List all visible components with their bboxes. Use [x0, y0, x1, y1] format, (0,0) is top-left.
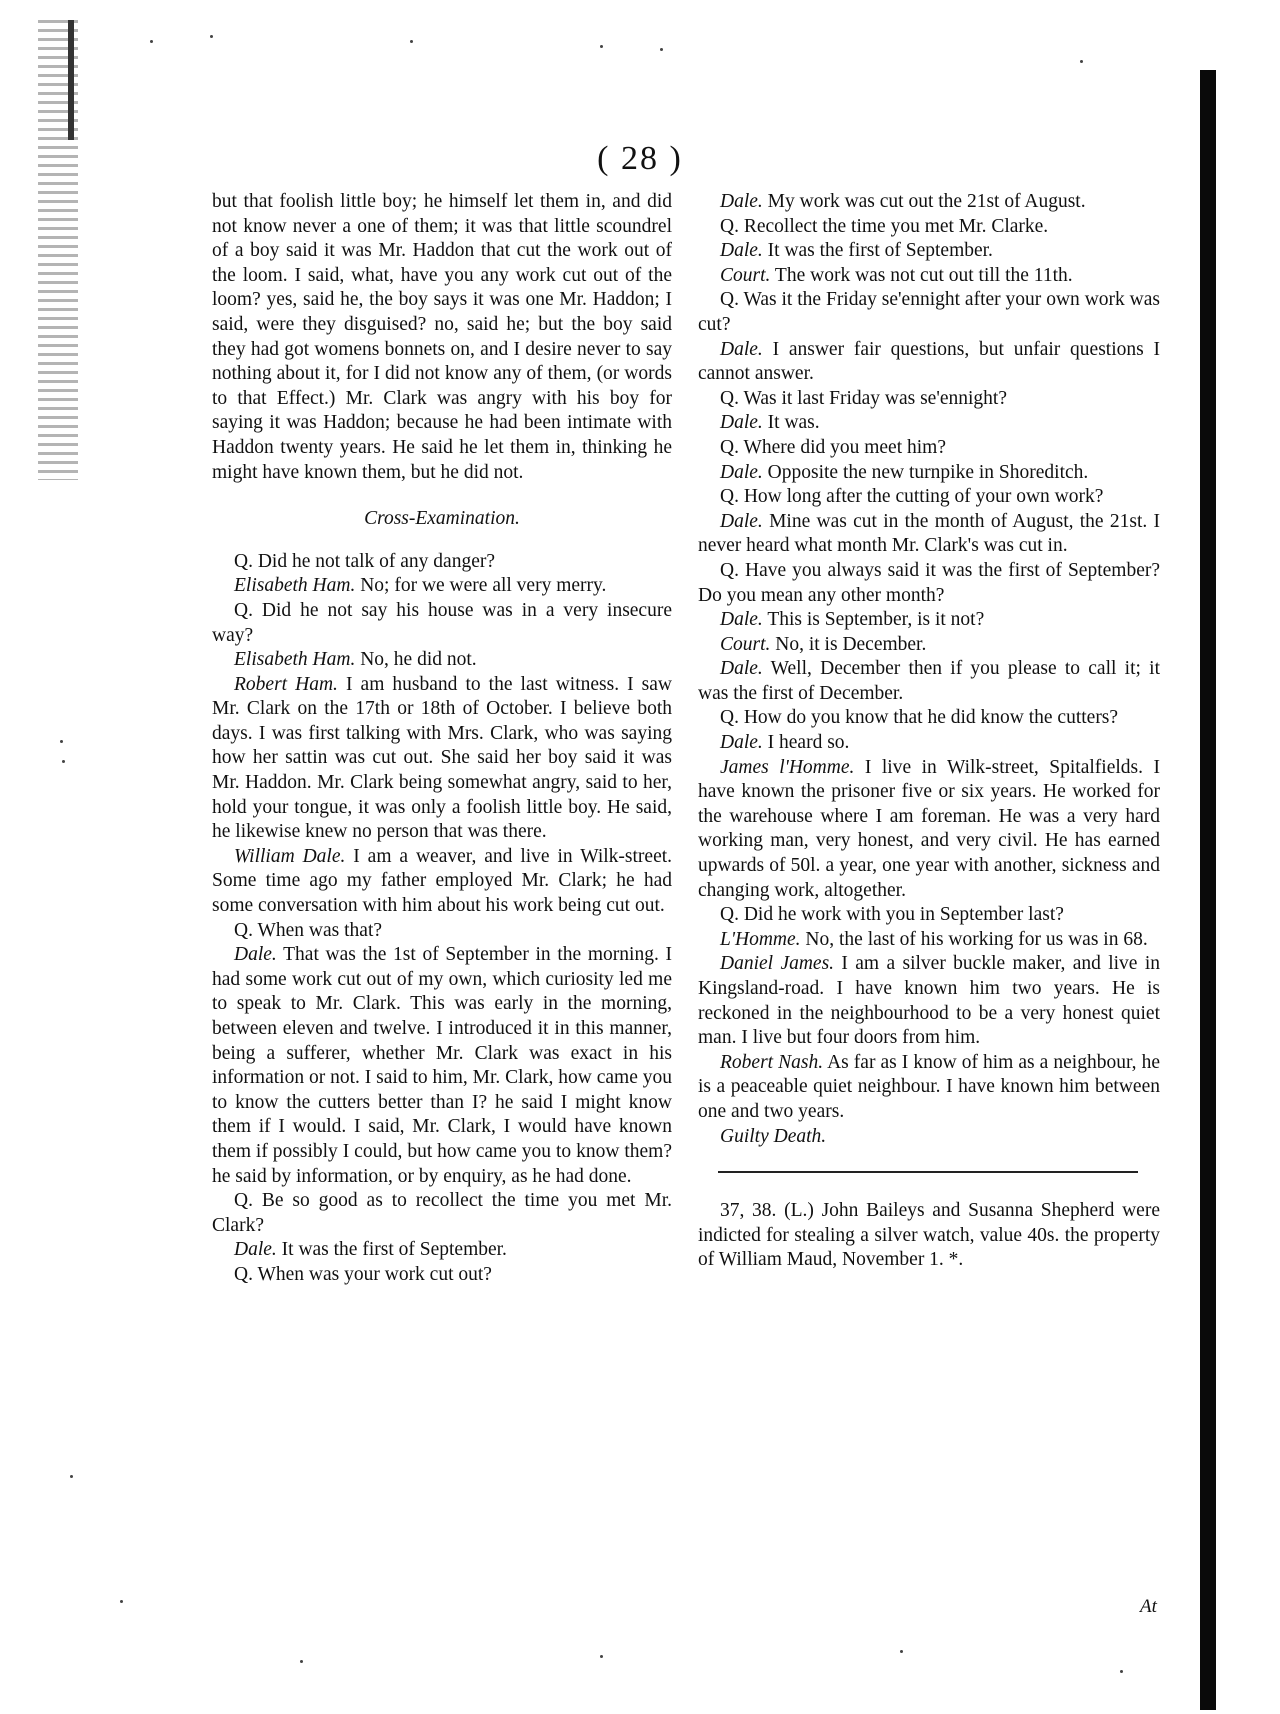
paragraph: Q. Did he not talk of any danger? — [234, 550, 496, 572]
speaker-name: Robert Nash. — [720, 1051, 824, 1073]
speaker-name: Court. — [720, 264, 771, 286]
section-heading: Cross-Examination. — [364, 508, 520, 530]
scan-speck — [300, 1660, 303, 1663]
scan-speck — [60, 740, 63, 743]
speaker-name: Court. — [720, 633, 771, 655]
paragraph: Q. Did he not say his house was in a very insecure way? — [212, 599, 672, 646]
scan-speck — [210, 35, 213, 38]
gutter-mark — [68, 20, 74, 140]
scan-speck — [1080, 60, 1083, 63]
speaker-name: Dale. — [720, 412, 763, 434]
scan-speck — [410, 40, 413, 43]
paragraph: William Dale. I am a weaver, and live in Wilk-street. Some time ago my father employed Mr. Clark; he had some conversation with him about his work being cut out. — [212, 845, 673, 917]
section-rule — [718, 1171, 1138, 1173]
speaker-name: Dale. — [234, 1239, 277, 1261]
paragraph: Q. Did he work with you in September last? — [720, 904, 1064, 926]
paragraph: Dale. It was. — [720, 412, 820, 434]
paragraph: Q. Be so good as to recollect the time you met Mr. Clark? — [212, 1190, 672, 1236]
paragraph: Daniel James. I am a silver buckle maker, and live in Kingsland-road. I have known him two years. He is reckoned in the neighbourhood to be a very honest quiet man. I live but four doors from him. — [698, 953, 1160, 1049]
paragraph: Court. The work was not cut out till the 11th. — [720, 264, 1073, 286]
speaker-name: L'Homme. — [720, 928, 801, 950]
scan-speck — [600, 1655, 603, 1658]
scan-speck — [150, 40, 153, 43]
paragraph: Elisabeth Ham. No, he did not. — [234, 649, 477, 671]
speaker-name: Dale. — [720, 609, 763, 631]
paragraph: Robert Ham. I am husband to the last witness. I saw Mr. Clark on the 17th or 18th of October. I believe both days. I was first talking with Mrs. Clark, who was saying how her sattin was cut out. She said her boy said it was Mr. Haddon. Mr. Clark being somewhat angry, said to her, hold your tongue, it was only a foolish little boy. He said, he likewise knew no person that was there. — [212, 673, 672, 843]
left-column — [212, 190, 672, 1288]
paragraph: Dale. Opposite the new turnpike in Shoreditch. — [720, 461, 1089, 483]
speaker-name: Dale. — [234, 944, 277, 966]
page-number: ( 28 ) — [597, 140, 683, 177]
paragraph: Q. Where did you meet him? — [720, 436, 946, 458]
paragraph: Dale. That was the 1st of September in the morning. I had some work cut out of my own, which curiosity led me to speak to Mr. Clark. This was early in the morning, between eleven and twelve. I introduced it in this manner, being a sufferer, whether Mr. Clark was exact in his information or not. I said to him, Mr. Clark, how came you to know the cutters better than I? he said I might know them if I would. I said, Mr. Clark, I would have known them if possibly I could, but how came you to know them? he said by information, or by enquiry, as he had done. — [212, 944, 672, 1187]
paragraph: L'Homme. No, the last of his working for us was in 68. — [720, 928, 1148, 950]
speaker-name: Dale. — [720, 461, 763, 483]
paragraph: Dale. I heard so. — [720, 732, 850, 754]
paragraph: Robert Nash. As far as I know of him as a neighbour, he is a peaceable quiet neighbour. I have known him between one and two years. — [698, 1051, 1160, 1122]
speaker-name: James l'Homme. — [720, 756, 855, 778]
paragraph: Dale. Well, December then if you please to call it; it was the first of December. — [698, 658, 1160, 704]
paragraph: Elisabeth Ham. No; for we were all very merry. — [234, 575, 607, 597]
speaker-name: Dale. — [720, 240, 763, 262]
speaker-name: Elisabeth Ham. — [234, 575, 356, 597]
paragraph: Dale. This is September, is it not? — [720, 609, 985, 631]
scan-speck — [900, 1650, 903, 1653]
speaker-name: Dale. — [720, 338, 763, 360]
speaker-name: Dale. — [720, 658, 763, 680]
scan-speck — [660, 48, 663, 51]
scan-speck — [62, 760, 65, 763]
paragraph: Q. Recollect the time you met Mr. Clarke. — [720, 215, 1049, 237]
speaker-name: Dale. — [720, 732, 763, 754]
speaker-name: Elisabeth Ham. — [234, 649, 356, 671]
paragraph: Q. Have you always said it was the first of September? Do you mean any other month? — [698, 559, 1160, 606]
paragraph: Dale. It was the first of September. — [234, 1239, 507, 1261]
verdict: Guilty Death. — [720, 1125, 827, 1147]
paragraph: Dale. It was the first of September. — [720, 240, 993, 262]
scan-speck — [120, 1600, 123, 1603]
speaker-name: William Dale. — [234, 845, 346, 867]
paragraph: Q. When was that? — [234, 919, 383, 941]
paragraph: Dale. My work was cut out the 21st of August. — [720, 191, 1086, 212]
speaker-name: Robert Ham. — [234, 673, 338, 695]
catchword: At — [1140, 1596, 1157, 1617]
paragraph: Q. When was your work cut out? — [234, 1263, 492, 1285]
speaker-name: Dale. — [720, 510, 763, 532]
paragraph: James l'Homme. I live in Wilk-street, Spitalfields. I have known the prisoner five or six years. He worked for the warehouse where I am foreman. He was a very hard working man, very honest, and very civil. He has earned upwards of 50l. a year, one year with another, sickness and changing work, altogether. — [698, 756, 1160, 901]
scan-speck — [1120, 1670, 1123, 1673]
speaker-name: Daniel James. — [720, 953, 835, 975]
speaker-name: Dale. — [720, 191, 763, 212]
scan-speck — [70, 1475, 73, 1478]
right-column — [698, 190, 1160, 1273]
paragraph: Q. Was it the Friday se'ennight after your own work was cut? — [698, 289, 1160, 335]
paragraph: Dale. Mine was cut in the month of August, the 21st. I never heard what month Mr. Clark's was cut in. — [698, 510, 1161, 557]
paragraph: Q. How do you know that he did know the cutters? — [720, 707, 1119, 729]
paragraph: Q. How long after the cutting of your own work? — [720, 486, 1104, 508]
scan-speck — [600, 45, 603, 48]
paragraph: Court. No, it is December. — [720, 633, 927, 655]
paragraph: Dale. I answer fair questions, but unfair questions I cannot answer. — [698, 338, 1160, 385]
next-case-paragraph: 37, 38. (L.) John Baileys and Susanna Shepherd were indicted for stealing a silver watch, value 40s. the property of William Maud, November 1. *. — [698, 1200, 1160, 1271]
right-edge-bar — [1200, 70, 1216, 1710]
paragraph: but that foolish little boy; he himself let them in, and did not know never a one of them; it was that little scoundrel of a boy said it was Mr. Haddon that cut the work out of the loom. I said, what, have you any work cut out of the loom? yes, said he, the boy says it was one Mr. Haddon; I said, were they disguised? no, said he; but the boy said they had got womens bonnets on, and I desire never to say nothing about it, for I did not know any of them, (or words to that Effect.) Mr. Clark was angry with his boy for saying it was Haddon; because he had been intimate with Haddon twenty years. He said he let them in, thinking he might have known them, but he did not. — [212, 191, 672, 483]
paragraph: Q. Was it last Friday was se'ennight? — [720, 387, 1007, 409]
